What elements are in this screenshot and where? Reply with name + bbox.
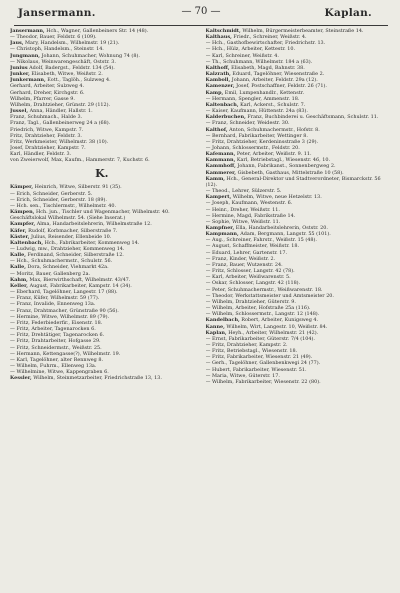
entry-details: — Wilhelm, Schlossermstr., Langstr. 12 (148). <box>205 311 320 318</box>
entry-details: — Wilhelm, Fabrikarbeiter, Wiesenstr. 22 (80). <box>205 378 321 385</box>
entry-details: — Eberhard, Tagelöhner, Langestr. 17 (88). <box>10 289 118 296</box>
entry-details: — Th., Schuhmann, Wilhelmstr. 184 a (63). <box>205 58 313 65</box>
entry-surname: Kaltenbach, <box>205 101 239 108</box>
entry-details: — Hermine, Magd, Fabrikstraße 14. <box>205 212 296 219</box>
entry-details: — Maria, Witwe, Güterstr. 17. <box>205 372 280 379</box>
entry-surname: Käfer, <box>10 227 27 234</box>
entry-details: — Kaiser, Kaufmann, Hüttenstr. 24a (83). <box>205 108 308 115</box>
entry-surname: Kalderbuchen, <box>205 114 246 121</box>
entry-details: — Fritz, Drahtzieher, Kampstr. 2. <box>205 341 288 348</box>
entry-details: Wilhelm, Steinmetzarbeiter, Friedrichstraße 13, 13. <box>31 375 162 382</box>
entry-details: von Zweierwolf, Max, Kaufm., Hammerstr. 7, Kuchstr. 6. <box>10 157 150 164</box>
entry-details: — Johann, Schlossermstr., Feldstr. 20. <box>205 144 300 151</box>
entry-details: — Sophie, Witwe, Weißstr. 11. <box>205 218 281 225</box>
entry-details: Emil, Lumpenhandlr., Kettenstr. <box>223 89 305 96</box>
entry-details: — Peter, Schuhmachermstr., Weißwarenstr. 18. <box>205 286 323 293</box>
entry-details: Johann, Arbeiter, Feldstr. 29a (12). <box>230 77 318 84</box>
entry-details: — Hch., Hülz, Arbeiter, Kettestr. 10. <box>205 46 296 53</box>
entry-surname: Kamm, <box>205 175 225 182</box>
entry-details: Fritz, Drahtzieher, Feldstr. 3. <box>10 132 82 139</box>
entry-details: — Wilhelm, Fuhrm., Ellenweg 13a. <box>10 362 97 369</box>
entry-details: — Wilhelmine, Witwe, Kappengraben 6. <box>10 369 109 376</box>
entry-details: Wilhelm, Pfarrer, Gasse 9. <box>10 95 75 102</box>
entry-surname: Kämpen, <box>10 209 35 216</box>
entry-details: — August, Schaffmeister, Weißstr. 18. <box>205 243 300 250</box>
entry-details: — Oskar, Schlosser, Langstr. 42 (118). <box>205 280 301 287</box>
entry-details: Franz, Tagl., Gallenbeinerweg 24 a (68). <box>10 120 111 127</box>
entry-details: Mary, Handelsm., Wilhelmstr. 19 (21). <box>23 40 120 47</box>
entry-details: Karl, Händler, Feldstr. 3. <box>10 151 72 158</box>
entry-surname: Kandelbach, <box>205 317 240 324</box>
entry-surname: Junkermann, <box>10 77 46 84</box>
entry-details: Josef, Drahtzieher, Kampstr. 7. <box>10 144 86 151</box>
entry-details: Anton, Schuhmachermstr., Hofstr. 8. <box>227 126 320 133</box>
entry-details: Peter, Arbeiter, Weißstr. 9. 11. <box>235 151 312 158</box>
entry-surname: Kampfer, <box>10 221 36 228</box>
entry-details: — Fritz, Drehtätiger, Tagenarocken 6. <box>10 332 105 339</box>
entry-surname: Jaus, <box>10 40 24 47</box>
entry-details: — Fritz, Federbiederfir., Eisenstr. 18. <box>10 319 103 326</box>
header-right-keyword: Kaplan. <box>324 7 372 19</box>
entry-details: — Franz, Schneider, Weidestr. 30. <box>205 120 290 127</box>
entry-surname: Kafemann, <box>205 151 236 158</box>
entry-details: Wilhelm, Drahtzieher, Grünstr. 29 (112). <box>10 101 111 108</box>
entry-details: — Theod., Lehrer, Sülzerstr. 5. <box>205 188 282 195</box>
entry-surname: Kalthaus, <box>205 34 232 41</box>
directory-entry <box>10 209 194 221</box>
entry-details: — Fritz, Fabrikarbeiter, Wiesenstr. 21 (49). <box>205 354 313 361</box>
entry-details: Ella, Handarbeitslehrerin, Oststr. 20. <box>234 225 328 231</box>
entry-details: Hch. jun., Tischler und Wagenmacher, Wilhelmstr. 40. Geschäftslokal Wilhelmstr. 54. (Siehe Inserat.) <box>10 209 170 222</box>
entry-surname: Kaltschmidt, <box>205 28 241 34</box>
entry-surname: Kamboll, <box>205 77 231 84</box>
entry-details: — Moritz, Bauer, Gallenberg 2a. <box>10 270 91 277</box>
entry-surname: Kammerer, <box>205 169 237 176</box>
entry-surname: Kämper, <box>10 184 34 191</box>
entry-details: — Gerh., Tagelöhner, Gallenbenkwegi 24 (77). <box>205 360 321 367</box>
entry-details: Wilhelm, Wirt, Langestr. 10, Weißstr. 84. <box>224 323 328 330</box>
entry-details: — Karl, Arbeiter, Weißwarenstr. 5. <box>205 274 291 281</box>
entry-details: — Ernst, Fabrikarbeiter, Güterstr. 7/4 (104). <box>205 335 315 342</box>
directory-entry <box>10 375 194 381</box>
entry-details: — Wilhelm, Arbeiter, Hofstraße 25a (116). <box>205 305 311 312</box>
entry-details: — Hch., Schuhmachermstr., Schulstr. 56. <box>10 258 113 265</box>
entry-details: — Bernhard, Fabrikarbeiter, Wettinger 8. <box>205 132 308 139</box>
entry-details: Johann, Fabrikanst., Sonnenbergweg 2. <box>235 163 336 170</box>
entry-surname: Kessler, <box>10 375 32 382</box>
entry-surname: Jungmann, <box>10 52 41 59</box>
entry-surname: Kalthof, <box>205 126 228 133</box>
entry-details: — Franz, Invalide, Ennenweg 13a. <box>10 301 96 308</box>
directory-entry <box>206 176 392 188</box>
entry-details: — Franz, Küfer, Wilhelmstr. 59 (77). <box>10 295 100 302</box>
entry-details: — Eduard, Lehrer, Gartenstr. 17. <box>205 249 288 256</box>
entry-details: Hch., Fabrikarbeiter, Kommenweg 14. <box>43 239 140 246</box>
entry-surname: Käster, <box>10 233 30 240</box>
section-letter: K. <box>95 167 109 181</box>
entry-details: Max, Bierwirthschaft, Wilhelmstr. 43/47. <box>27 276 131 283</box>
entry-details: Alma, Handarbeitslehrerin, Wilhelmstraße 12. <box>35 221 152 228</box>
entry-surname: Kalle, <box>10 264 26 271</box>
entry-details: — Wilhelm, Drahtzieher, Güterstr. 9. <box>205 298 296 305</box>
entry-details: Ferdinand, Schneider, Silberstraße 12. <box>25 252 124 259</box>
entry-details: Eott., Taglöh., Sulzweg 4. <box>45 77 111 84</box>
entry-details: Rudolf, Korbmacher, Silberstraße 7. <box>26 227 118 234</box>
entry-surname: Kaplan, <box>205 329 227 336</box>
directory-entry <box>206 379 392 385</box>
entry-surname: Kampmann, <box>205 231 239 238</box>
entry-surname: Kampert, <box>205 194 232 201</box>
entry-details: Karl, Ackerst., Schulstr. 7. <box>238 101 306 108</box>
entry-details: Friedr., Schreiner, Weißstr. 4. <box>231 34 307 41</box>
entry-details: — Joseph, Kaufmann, Westenstr. 6. <box>205 200 293 207</box>
entry-details: — Fritz, Drahtarbeiter, Hofgasse 29. <box>10 338 101 345</box>
entry-details: — Theodor, Bauer, Feldstr. 6 (109). <box>10 34 97 41</box>
entry-details: Fritz, Werkmeister, Wilhelmstr. 38 (10). <box>10 138 109 145</box>
entry-details: — Karl, Tagelöhner, alter Rennweg 8. <box>10 356 103 363</box>
entry-details: — Franz, Bauer, Wutzenstr. 24. <box>205 261 283 268</box>
entry-details: — Hubert, Fabrikarbeiter, Wiesenstr. 51. <box>205 366 307 373</box>
entry-details: Gerhard, Arbeiter, Sulzweg 4. <box>10 83 85 90</box>
entry-surname: Kaltenbach, <box>10 239 44 246</box>
page-number: — 70 — <box>181 6 221 17</box>
entry-details: Franz, Schuhmach., Halde 3. <box>10 114 83 121</box>
entry-details: Robert, Arbeiter, Kunigsweg 4. <box>239 317 319 324</box>
entry-surname: Kalle, <box>10 252 26 259</box>
entry-details: — Nikolaus, Weinwarengeschäft, Oststr. 3. <box>10 58 116 65</box>
entry-details: — Hch. sen., Tischlermstr., Wilhelmstr. 40. <box>10 202 116 209</box>
entry-surname: Kammann, <box>205 157 236 164</box>
entry-details: — Fritz, Betriebstagl., Wiesenstr. 18. <box>205 348 298 355</box>
entry-details: Anna, Händler, Hallstr. 1. <box>28 108 93 115</box>
entry-details: — Christoph, Handelsm., Steinstr. 14. <box>10 46 104 53</box>
entry-details: — Hermann, Kettengasse(?), Wilhelmstr. 19. <box>10 350 121 357</box>
entry-details: — Hermine, Witwe, Wilhelmstr. 89 (79). <box>10 313 110 320</box>
directory-entry <box>10 157 194 163</box>
entry-surname: Kamp, <box>205 89 224 96</box>
entry-surname: Jussel, <box>10 108 29 115</box>
columns <box>10 28 392 385</box>
entry-details: Eduard, Tagelöhner, Wiesenstraße 2. <box>230 71 325 78</box>
right-column <box>206 28 392 385</box>
entry-details: — Ludwig, mw., Drahtzieher, Kommenweg 14. <box>10 246 125 252</box>
entry-details: Gisbebeth, Gasthaus, Mittelstraße 10 (58). <box>236 169 344 176</box>
entry-details: Adam, Bergmann, Langstr. 55 (101). <box>238 231 331 238</box>
entry-details: Elisabeth, Magd, Bahnstr. 38. <box>229 64 305 71</box>
entry-details: — Erich, Schneider, Gerberstr. 18 (89). <box>10 196 107 203</box>
entry-details: — Fritz, Schneidermstr., Weißstr. 25. <box>10 344 102 351</box>
entry-details: Adolf, Badergst., Feldstr. 134 (54). <box>27 64 115 71</box>
entry-details: — Fritz, Drahtzieher, Kerdeninsstraße 3 (29). <box>205 138 319 145</box>
entry-details: Wilhelm, Witwe, neue Hetzelstr. 13. <box>231 194 322 201</box>
entry-surname: Junius <box>10 64 28 71</box>
entry-details: — Franz, Drahtmacher, Grünstraße 90 (56). <box>10 307 119 314</box>
entry-details: Heyh., Arbeiter, Wilhelmstr. 21 (42). <box>226 329 319 336</box>
left-column <box>10 28 194 385</box>
entry-details: — Hermann, Spengler, Ammenstr. 18. <box>205 95 300 102</box>
entry-surname: Jansermann, <box>10 28 45 34</box>
entry-surname: Kalzrath, <box>205 71 231 78</box>
entry-details: — Heinr., Dreher, Weißstr. 11. <box>205 206 280 213</box>
entry-details: Hch., General-Direktor und Stadtverordneter, Bismarckstr. 56 (12). <box>205 175 381 188</box>
page-header <box>10 6 392 22</box>
entry-details: — Fritz, Arbeiter, Tagenarocken 6. <box>10 326 96 333</box>
entry-details: — Theodor, Werkstattsmeister und Amtsmeister 20. <box>205 292 334 299</box>
entry-surname: Kalthoff, <box>205 64 230 71</box>
entry-details: — Karl, Schreiner, Weißstr. 4. <box>205 52 279 59</box>
entry-details: Heinrich, Witwe, Silberstr. 91 (35). <box>33 184 122 191</box>
entry-details: Wilhelm, Bürgermeisterbeamter, Steinstraße 14. <box>240 28 364 34</box>
header-left-keyword: Jansermann. <box>18 7 96 19</box>
entry-details: Dora, Schneider, Viehmarkt 42a. <box>25 264 109 271</box>
entry-details: Johann, Schuhmacher, Wohnung 74 (8). <box>40 52 140 59</box>
entry-details: Friedrich, Witwe, Kampstr. 7. <box>10 126 84 133</box>
entry-surname: Keller, <box>10 282 29 289</box>
entry-details: Hch., Wagner, Gallenbeiners Str. 14 (48). <box>44 28 149 34</box>
entry-surname: Kanne, <box>205 323 225 330</box>
entry-details: Josef, Postschaffner, Feldstr. 26 (71). <box>234 83 327 90</box>
entry-details: — Aug., Schreiner, Fahrstr., Weißstr. 15 (48). <box>205 237 317 244</box>
entry-details: Elisabeth, Witwe, Weißstr. 2. <box>29 71 103 78</box>
entry-details: Gerhard, Dreher, Kirchgstr. 6. <box>10 89 85 96</box>
entry-surname: Junker, <box>10 71 30 78</box>
entry-details: — Hch., Gasthofbewirtschafter, Friedrichstr. 13. <box>205 40 326 47</box>
entry-details: — Fritz, Schlosser, Langstr. 42 (78). <box>205 268 295 275</box>
entry-surname: Kammhoff, <box>205 163 236 170</box>
entry-surname: Kamenzer, <box>205 83 235 90</box>
entry-details: August, Fabrikarbeiter, Kampstr. 14 (34). <box>28 282 132 289</box>
header-rule <box>14 25 388 26</box>
entry-details: Julius, Reisender, Ellenbeide 10. <box>29 233 112 240</box>
entry-surname: Kampfner, <box>205 225 235 231</box>
entry-surname: Kahm, <box>10 276 28 283</box>
entry-details: Franz, Buchbinderei u. Geschäftsmann, Schulstr. 11. <box>245 114 379 121</box>
entry-details: Karl, Betriebstagl., Wiesenstr. 46, 10. <box>235 157 330 164</box>
entry-details: — Erich, Schneider, Gerberstr. 5. <box>10 190 93 197</box>
entry-details: — Franz, Kinder, Weißstr. 2. <box>205 255 276 262</box>
